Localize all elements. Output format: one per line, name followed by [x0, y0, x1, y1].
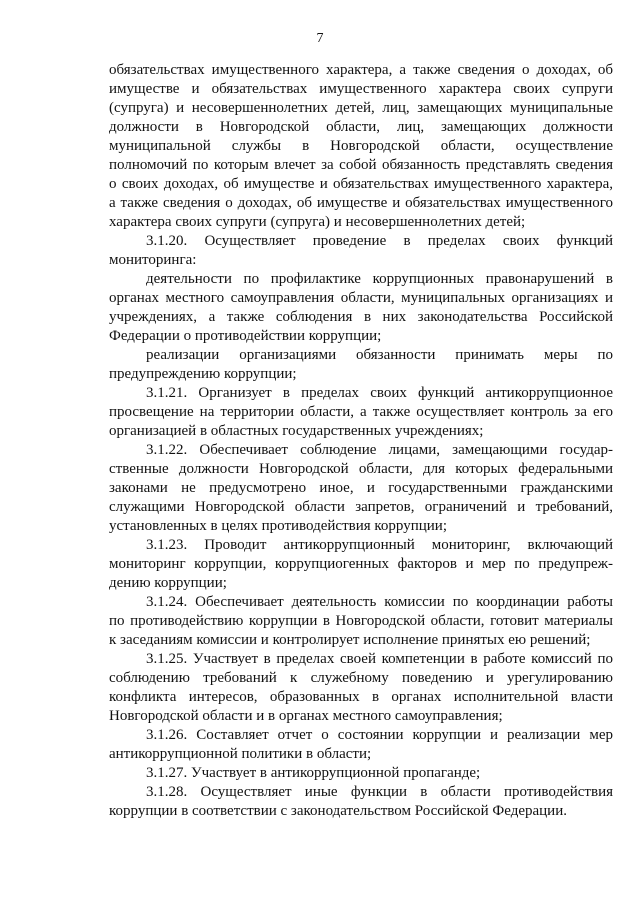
- text-line: органах местного самоуправления области, муниципальных организациях и: [109, 290, 613, 306]
- text-line: 3.1.24. Обеспечивает деятельность комиссии по координации работы: [146, 594, 613, 610]
- text-line: реализации организациями обязанности принимать меры по: [146, 347, 613, 363]
- text-line: а также сведения о доходах, об имуществе и обязательствах имущественного: [109, 195, 613, 211]
- text-line: просвещение на территории области, а также осуществляет контроль за его: [109, 404, 613, 420]
- text-line: мониторинга:: [109, 252, 197, 268]
- text-line: о своих доходах, об имуществе и обязательствах имущественного характера,: [109, 176, 613, 192]
- text-line: должности в Новгородской области, лиц, замещающих должности: [109, 119, 613, 135]
- document-body: [109, 61, 613, 821]
- text-line: 3.1.22. Обеспечивает соблюдение лицами, замещающими государ-: [146, 442, 613, 458]
- text-line: обязательствах имущественного характера, а также сведения о доходах, об: [109, 62, 613, 78]
- text-line: организацией в областных государственных учреждениях;: [109, 423, 484, 439]
- page-number: 7: [316, 31, 324, 46]
- text-line: к заседаниям комиссии и контролирует исполнение принятых ею решений;: [109, 632, 591, 648]
- text-line: деятельности по профилактике коррупционных правонарушений в: [146, 271, 613, 287]
- text-line: учреждениях, а также соблюдения в них законодательства Российской: [109, 309, 613, 325]
- text-line: соблюдению требований к служебному поведению и урегулированию: [109, 670, 613, 686]
- text-line: 3.1.27. Участвует в антикоррупционной пропаганде;: [146, 765, 481, 781]
- text-line: по противодействию коррупции в Новгородской области, готовит материалы: [109, 613, 613, 629]
- text-line: конфликта интересов, образованных в органах исполнительной власти: [109, 689, 613, 705]
- text-line: Федерации о противодействии коррупции;: [109, 328, 382, 344]
- text-line: имуществе и обязательствах имущественного характера своих супруги: [109, 81, 613, 97]
- text-line: 3.1.21. Организует в пределах своих функций антикоррупционное: [146, 385, 613, 401]
- text-line: служащими Новгородской области запретов, ограничений и требований,: [109, 499, 613, 515]
- text-line: дению коррупции;: [109, 575, 227, 591]
- text-line: 3.1.25. Участвует в пределах своей компетенции в работе комиссий по: [146, 651, 613, 667]
- text-line: Новгородской области и в органах местного самоуправления;: [109, 708, 503, 724]
- text-line: 3.1.20. Осуществляет проведение в пределах своих функций: [146, 233, 613, 249]
- text-line: полномочий по которым влечет за собой обязанность представлять сведения: [109, 157, 613, 173]
- text-line: (супруга) и несовершеннолетних детей, лиц, замещающих муниципальные: [109, 100, 613, 116]
- text-line: мониторинг коррупции, коррупциогенных факторов и мер по предупреж-: [109, 556, 613, 572]
- text-line: 3.1.23. Проводит антикоррупционный мониторинг, включающий: [146, 537, 613, 553]
- text-line: характера своих супруги (супруга) и несовершеннолетних детей;: [109, 214, 526, 230]
- text-line: 3.1.28. Осуществляет иные функции в области противодействия: [146, 784, 613, 800]
- text-line: антикоррупционной политики в области;: [109, 746, 372, 762]
- text-line: предупреждению коррупции;: [109, 366, 297, 382]
- text-line: законами не предусмотрено иное, и государственными гражданскими: [109, 480, 613, 496]
- text-line: ственные должности Новгородской области, для которых федеральными: [109, 461, 613, 477]
- text-line: 3.1.26. Составляет отчет о состоянии коррупции и реализации мер: [146, 727, 613, 743]
- text-line: коррупции в соответствии с законодательством Российской Федерации.: [109, 803, 567, 819]
- text-line: муниципальной службы в Новгородской области, осуществление: [109, 138, 613, 154]
- text-line: установленных в целях противодействия коррупции;: [109, 518, 447, 534]
